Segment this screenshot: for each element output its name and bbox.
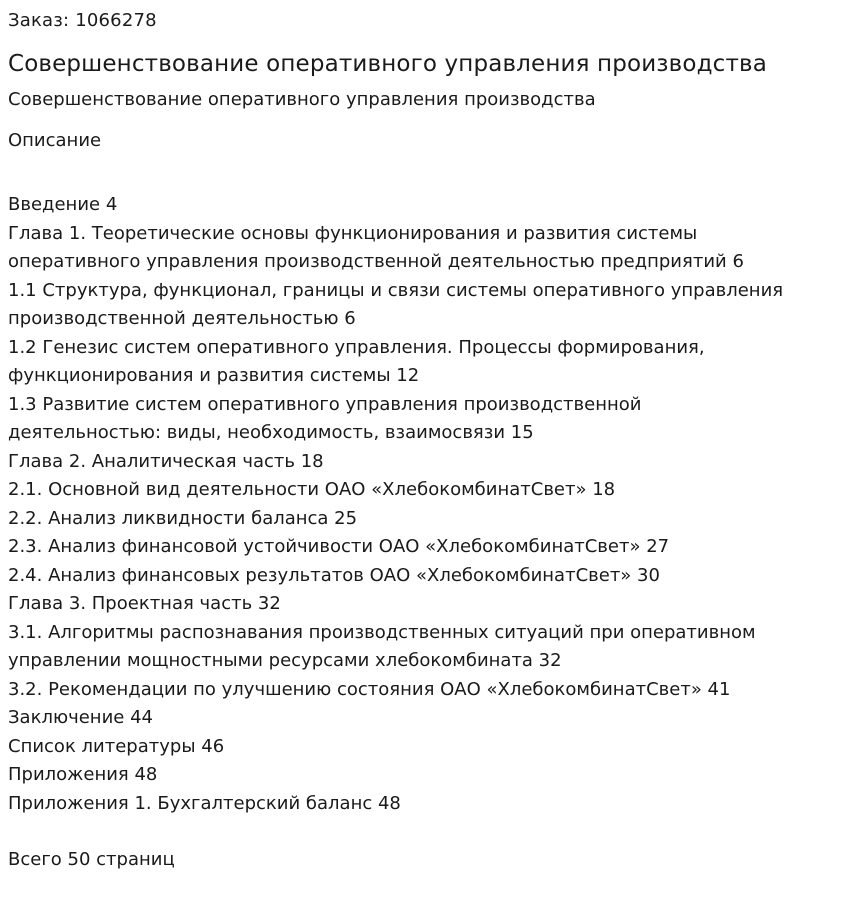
toc-line: 3.1. Алгоритмы распознавания производственных ситуаций при оперативном [8,621,756,643]
table-of-contents [8,191,838,818]
toc-line: 1.3 Развитие систем оперативного управления производственной [8,393,642,415]
toc-line: функционирования и развития системы 12 [8,365,420,386]
toc-line: Приложения 48 [8,764,158,785]
page-subtitle: Совершенствование оперативного управления производства [8,89,596,110]
toc-line: 1.2 Генезис систем оперативного управления. Процессы формирования, [8,336,705,358]
page-title: Совершенствование оперативного управления производства [8,51,767,77]
toc-line: 2.4. Анализ финансовых результатов ОАО «ХлебокомбинатСвет» 30 [8,564,660,586]
description-heading: Описание [8,130,102,151]
toc-line: Глава 3. Проектная часть 32 [8,593,281,614]
toc-line: Введение 4 [8,194,118,215]
toc-line: 3.2. Рекомендации по улучшению состояния ОАО «ХлебокомбинатСвет» 41 [8,678,731,700]
total-pages: Всего 50 страниц [8,849,175,870]
toc-line: 2.2. Анализ ликвидности баланса 25 [8,507,358,529]
toc-line: оперативного управления производственной деятельностью предприятий 6 [8,251,744,272]
toc-line: Заключение 44 [8,707,153,728]
toc-line: управлении мощностными ресурсами хлебокомбината 32 [8,650,562,671]
toc-line: Список литературы 46 [8,735,225,757]
toc-line: 2.3. Анализ финансовой устойчивости ОАО «ХлебокомбинатСвет» 27 [8,536,670,557]
toc-line: Глава 2. Аналитическая часть 18 [8,450,324,472]
toc-line: 1.1 Структура, функционал, границы и связи системы оперативного управления [8,279,784,301]
toc-line: производственной деятельностью 6 [8,308,356,329]
toc-line: деятельностью: виды, необходимость, взаимосвязи 15 [8,422,534,443]
toc-line: 2.1. Основной вид деятельности ОАО «ХлебокомбинатСвет» 18 [8,479,616,500]
toc-line: Приложения 1. Бухгалтерский баланс 48 [8,792,401,814]
order-number: Заказ: 1066278 [8,10,157,31]
toc-line: Глава 1. Теоретические основы функционирования и развития системы [8,222,698,244]
